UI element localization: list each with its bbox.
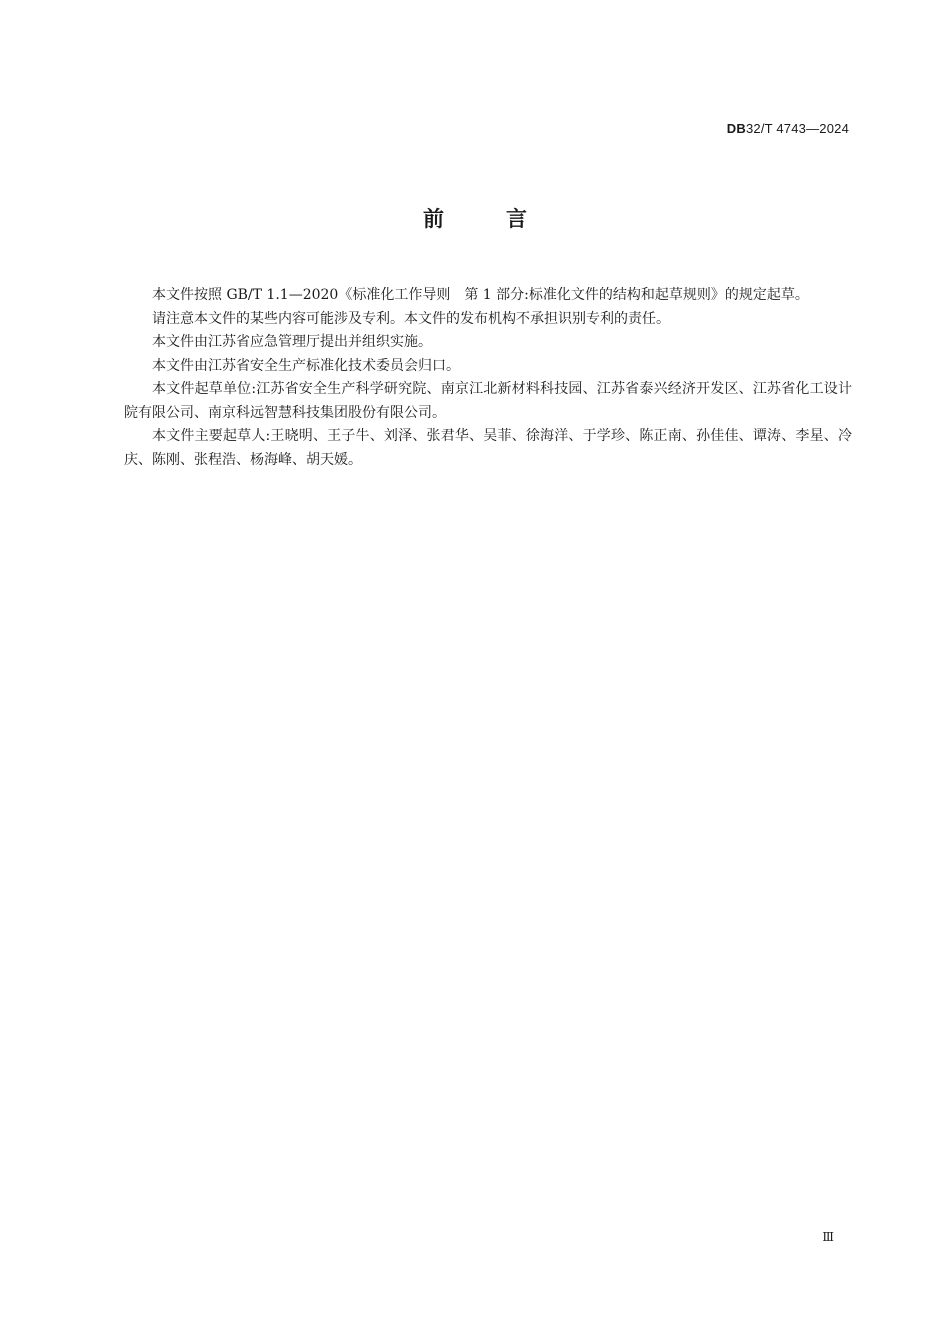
paragraph-drafting-units: 本文件起草单位:江苏省安全生产科学研究院、南京江北新材料科技园、江苏省泰兴经济开发区、江苏省化工设计院有限公司、南京科远智慧科技集团股份有限公司。 — [124, 381, 852, 421]
page-title: 前言 — [423, 207, 589, 231]
paragraph-patent-notice: 请注意本文件的某些内容可能涉及专利。本文件的发布机构不承担识别专利的责任。 — [152, 310, 670, 327]
paragraph-technical-committee: 本文件由江苏省安全生产标准化技术委员会归口。 — [152, 357, 460, 374]
document-code-number: 32/T 4743—2024 — [745, 121, 849, 136]
page-number: Ⅲ — [822, 1230, 834, 1244]
foreword-body — [124, 284, 852, 472]
document-code-prefix: DB — [726, 121, 746, 136]
paragraph-drafters: 本文件主要起草人:王晓明、王子牛、刘泽、张君华、吴菲、徐海洋、于学珍、陈正南、孙佳佳、谭涛、李星、冷庆、陈刚、张程浩、杨海峰、胡天媛。 — [124, 428, 852, 468]
paragraph-drafting-basis: 本文件按照 GB/T 1.1—2020《标准化工作导则 第 1 部分:标准化文件的结构和起草规则》的规定起草。 — [152, 287, 809, 303]
paragraph-proposer: 本文件由江苏省应急管理厅提出并组织实施。 — [152, 334, 432, 350]
document-code — [727, 121, 849, 136]
